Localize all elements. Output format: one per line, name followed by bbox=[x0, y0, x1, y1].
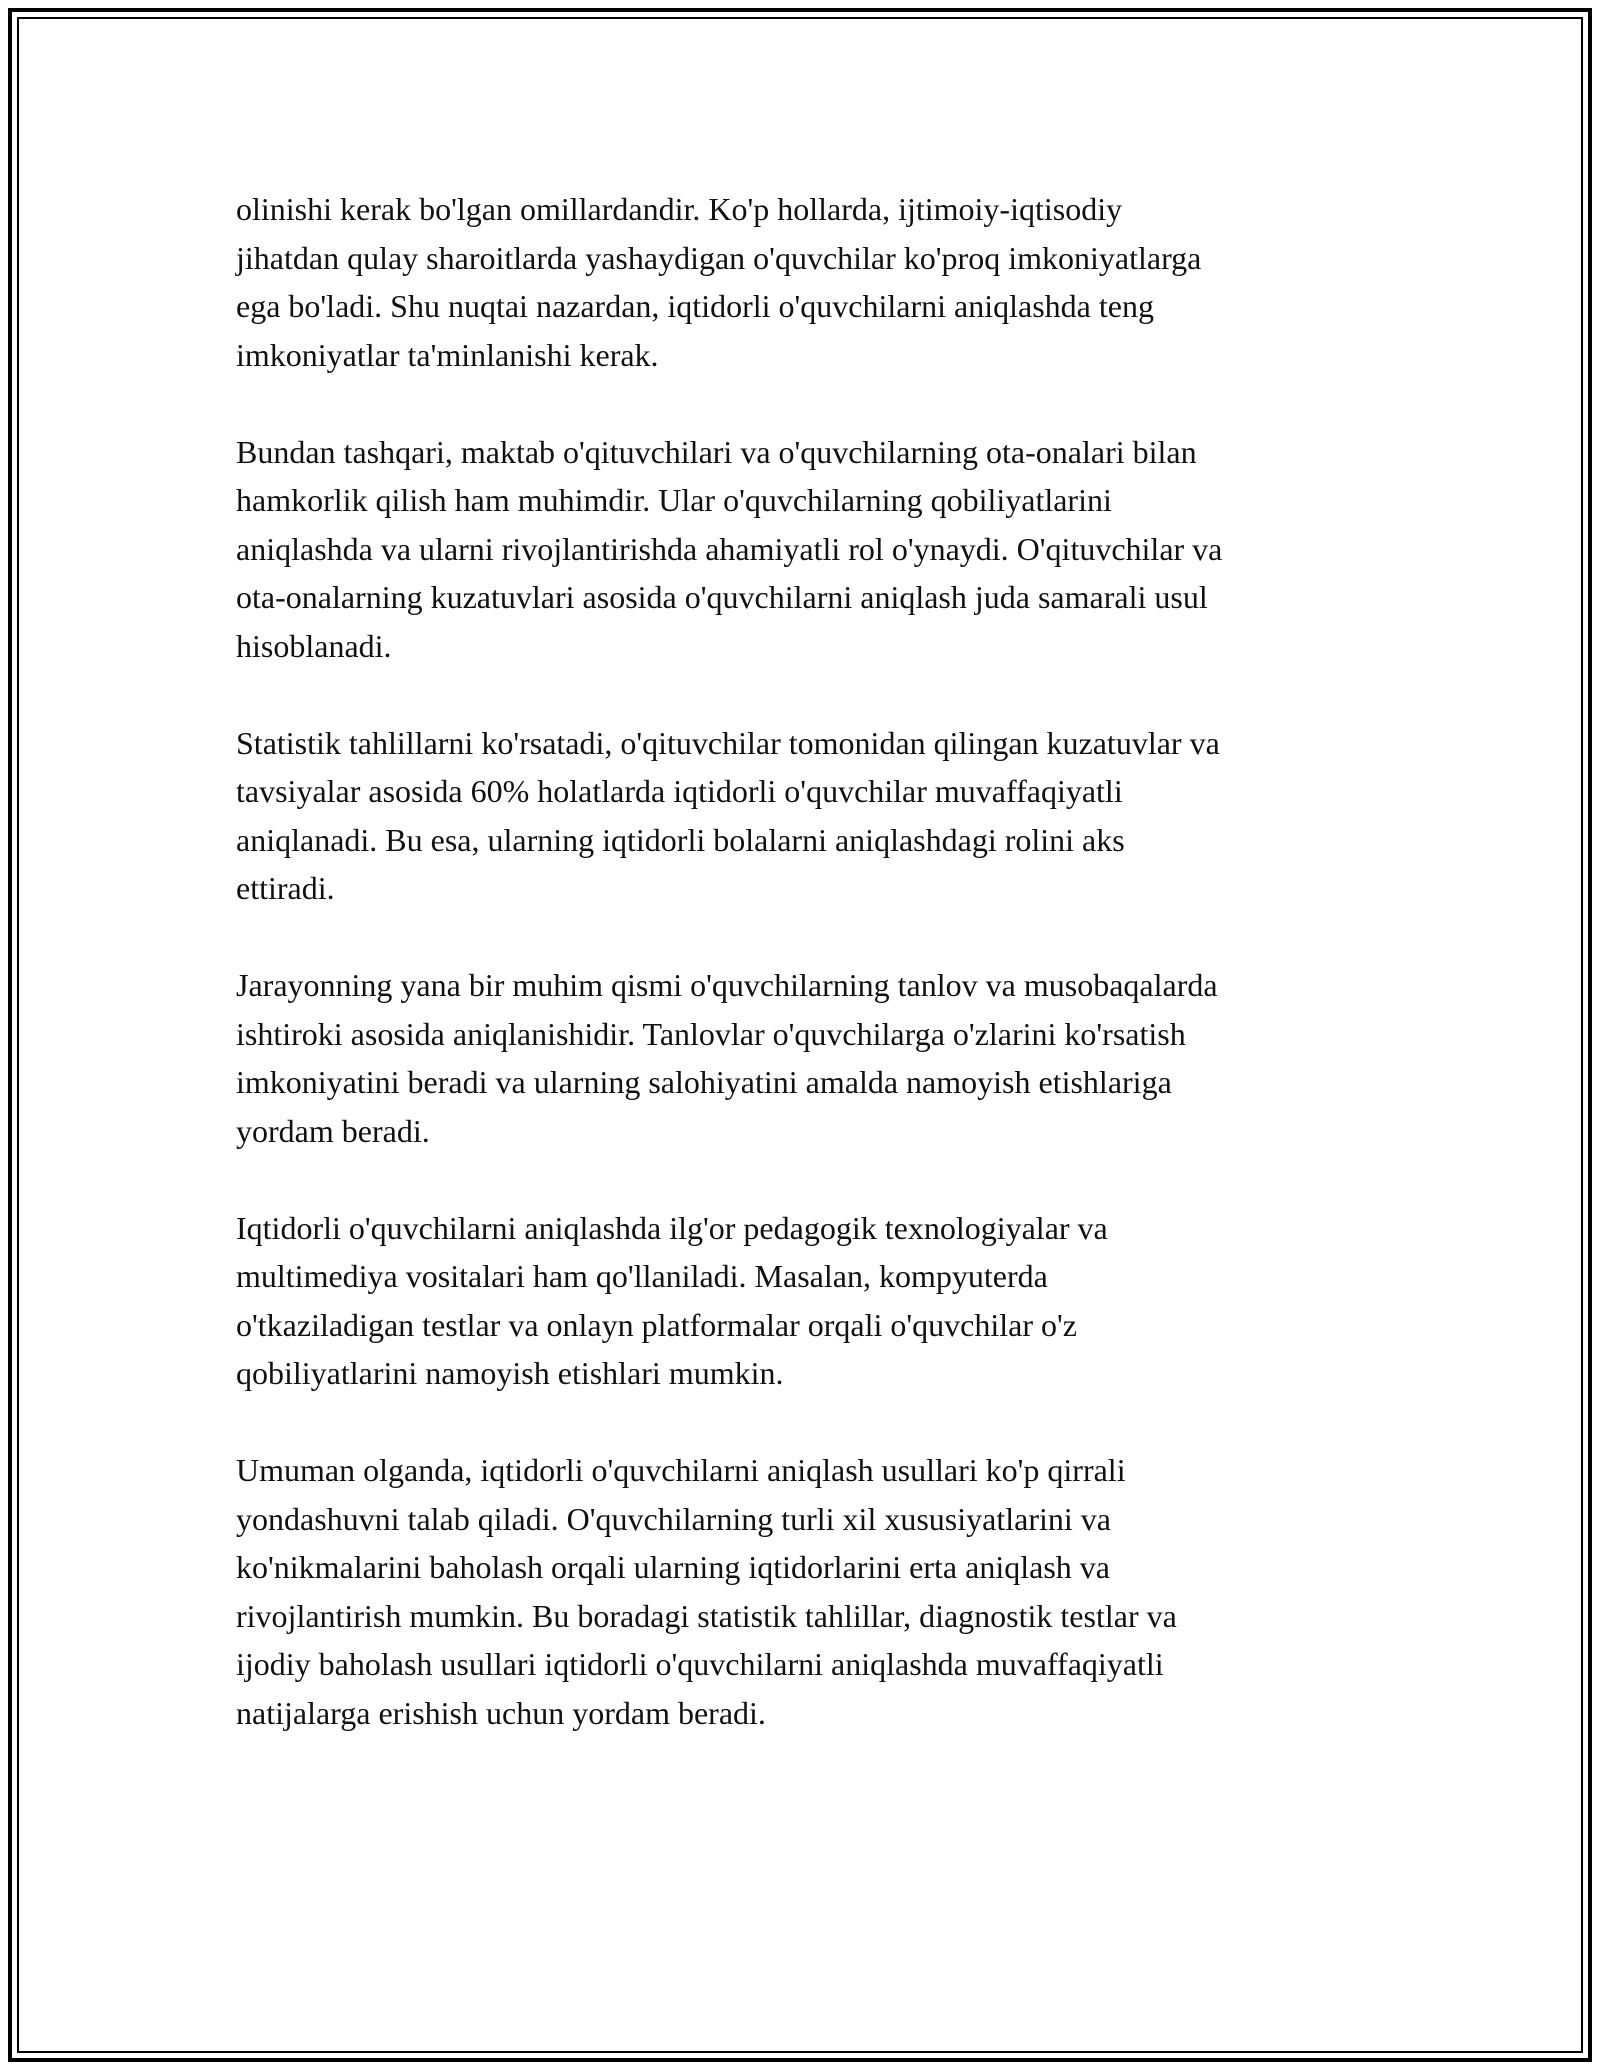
document-body bbox=[236, 185, 1386, 1786]
paragraph-4: Jarayonning yana bir muhim qismi o'quvchilarning tanlov va musobaqalarda ishtiroki asosida aniqlanishidir. Tanlovlar o'quvchilarga o'zlarini ko'rsatish imkoniyatini beradi va ularning salohiyatini amalda namoyish etishlariga yordam beradi. bbox=[236, 967, 1218, 1149]
paragraph-6: Umuman olganda, iqtidorli o'quvchilarni aniqlash usullari ko'p qirrali yondashuvni talab qiladi. O'quvchilarning turli xil xususiyatlarini va ko'nikmalarini baholash orqali ularning iqtidorlarini erta aniqlash va rivojlantirish mumkin. Bu boradagi statistik tahlillar, diagnostik testlar va ijodiy baholash usullari iqtidorli o'quvchilarni aniqlashda muvaffaqiyatli natijalarga erishish uchun yordam beradi. bbox=[236, 1452, 1177, 1731]
paragraph-1: olinishi kerak bo'lgan omillardandir. Ko'p hollarda, ijtimoiy-iqtisodiy jihatdan qulay sharoitlarda yashaydigan o'quvchilar ko'proq imkoniyatlarga ega bo'ladi. Shu nuqtai nazardan, iqtidorli o'quvchilarni aniqlashda teng imkoniyatlar ta'minlanishi kerak. bbox=[236, 191, 1202, 373]
paragraph-3: Statistik tahlillarni ko'rsatadi, o'qituvchilar tomonidan qilingan kuzatuvlar va tavsiyalar asosida 60% holatlarda iqtidorli o'quvchilar muvaffaqiyatli aniqlanadi. Bu esa, ularning iqtidorli bolalarni aniqlashdagi rolini aks ettiradi. bbox=[236, 724, 1220, 906]
paragraph-2: Bundan tashqari, maktab o'qituvchilari va o'quvchilarning ota-onalari bilan hamkorlik qilish ham muhimdir. Ular o'quvchilarning qobiliyatlarini aniqlashda va ularni rivojlantirishda ahamiyatli rol o'ynaydi. O'qituvchilar va ota-onalarning kuzatuvlari asosida o'quvchilarni aniqlash juda samarali usul hisoblanadi. bbox=[236, 433, 1223, 664]
paragraph-5: Iqtidorli o'quvchilarni aniqlashda ilg'or pedagogik texnologiyalar va multimediya vositalari ham qo'llaniladi. Masalan, kompyuterda o'tkaziladigan testlar va onlayn platformalar orqali o'quvchilar o'z qobiliyatlarini namoyish etishlari mumkin. bbox=[236, 1209, 1108, 1391]
